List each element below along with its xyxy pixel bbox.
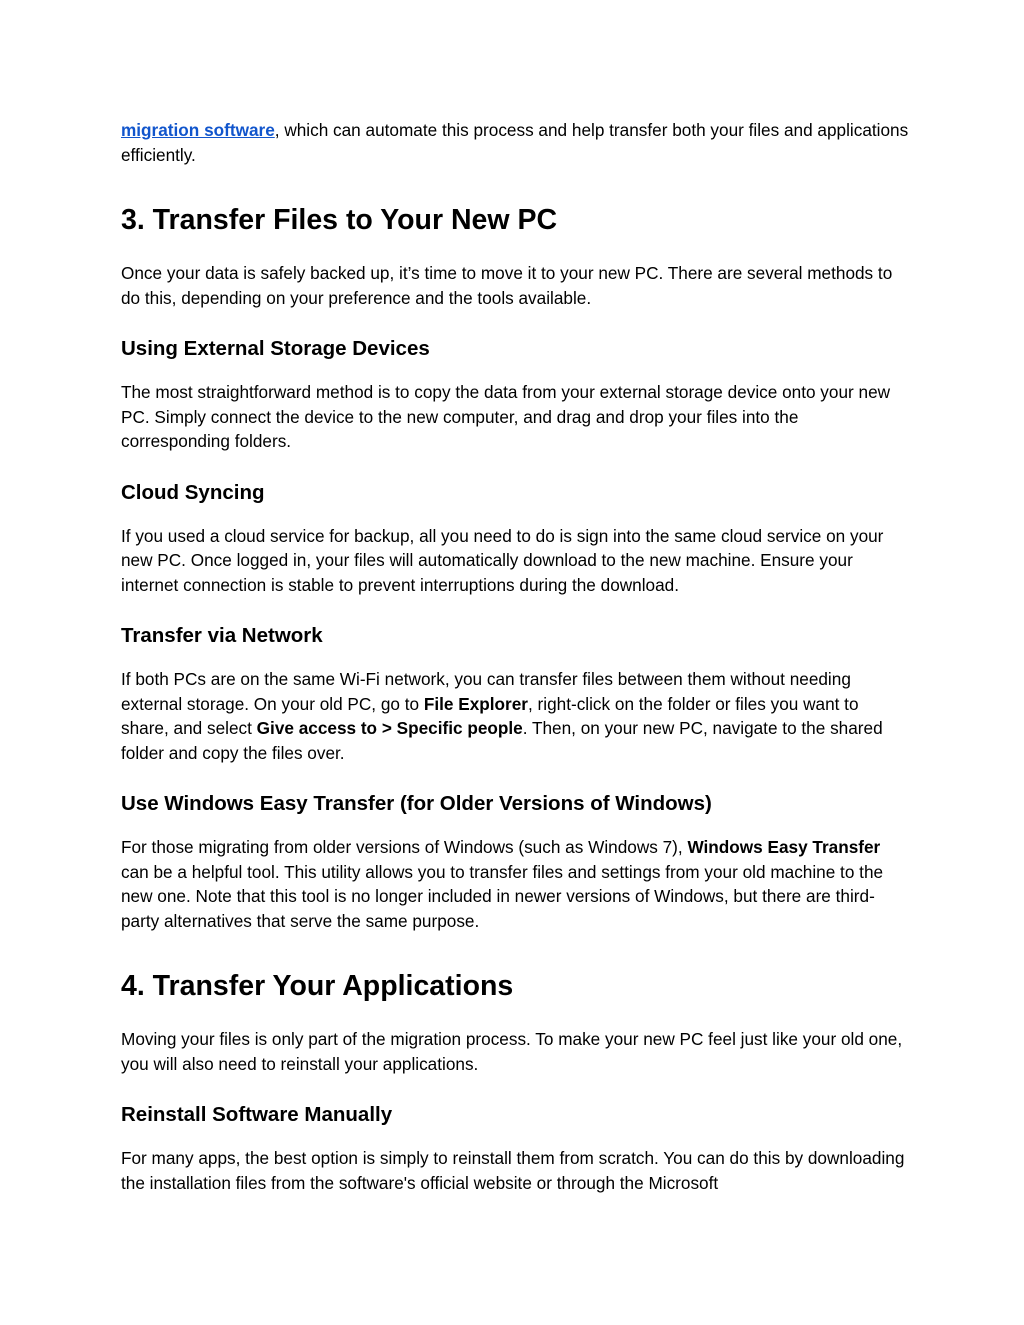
section-4-intro: Moving your files is only part of the migration process. To make your new PC feel just like your old one, you will also need to reinstall your applications. xyxy=(121,1029,903,1074)
section-3-intro: Once your data is safely backed up, it’s time to move it to your new PC. There are several methods to do this, depending on your preference and the tools available. xyxy=(121,263,893,308)
cloud-syncing-paragraph: If you used a cloud service for backup, all you need to do is sign into the same cloud service on your new PC. Once logged in, your files will automatically download to the new machine. Ensure your internet connection is stable to prevent interruptions during the download. xyxy=(121,525,884,595)
easy-transfer-paragraph xyxy=(121,835,911,933)
network-text-3: . Then, on your new PC, navigate to the shared folder and copy the files over. xyxy=(121,718,883,763)
network-transfer-paragraph xyxy=(121,667,911,765)
intro-text: , which can automate this process and help transfer both your files and applications efficiently. xyxy=(121,120,909,165)
reinstall-paragraph: For many apps, the best option is simply to reinstall them from scratch. You can do this by downloading the installation files from the software's official website or through the Microsoft xyxy=(121,1148,905,1193)
network-transfer-heading: Transfer via Network xyxy=(121,624,323,647)
section-4-title: 4. Transfer Your Applications xyxy=(121,970,514,1002)
intro-paragraph xyxy=(121,118,911,167)
easy-transfer-text-2: can be a helpful tool. This utility allows you to transfer files and settings from your old machine to the new one. Note that this tool is no longer included in newer versions of Windows, but there are third-party alternatives that serve the same purpose. xyxy=(121,861,884,931)
external-storage-paragraph: The most straightforward method is to copy the data from your external storage device onto your new PC. Simply connect the device to the new computer, and drag and drop your files into the corresponding folders. xyxy=(121,382,891,451)
reinstall-heading: Reinstall Software Manually xyxy=(121,1103,393,1126)
migration-software-link[interactable]: migration software xyxy=(121,120,275,140)
document-body xyxy=(121,118,911,1195)
easy-transfer-heading: Use Windows Easy Transfer (for Older Versions of Windows) xyxy=(121,792,712,815)
cloud-syncing-heading: Cloud Syncing xyxy=(121,480,265,504)
file-explorer-term: File Explorer xyxy=(423,693,528,714)
section-3-title: 3. Transfer Files to Your New PC xyxy=(121,204,558,236)
external-storage-heading: Using External Storage Devices xyxy=(121,337,430,360)
windows-easy-transfer-term: Windows Easy Transfer xyxy=(687,837,881,857)
give-access-term: Give access to > Specific people xyxy=(256,718,523,738)
network-text-2: , right-click on the folder or files you want to share, and select xyxy=(121,693,859,738)
easy-transfer-text-1: For those migrating from older versions of Windows (such as Windows 7), xyxy=(121,837,688,857)
network-text-1: If both PCs are on the same Wi-Fi network, you can transfer files between them without needing external storage. On your old PC, go to xyxy=(121,669,851,714)
